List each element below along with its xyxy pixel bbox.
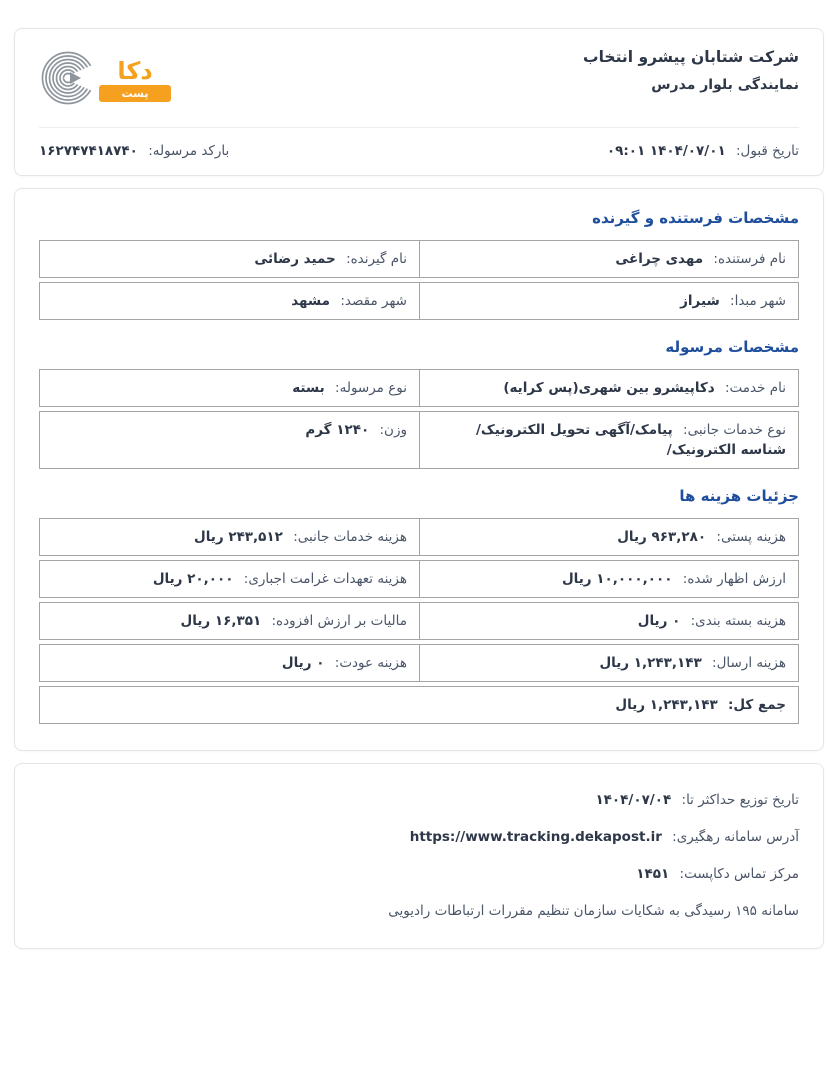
field-label: شهر مبدا:: [730, 293, 786, 309]
field-mandatory-indemnity-cost: [40, 561, 419, 597]
table-row: [39, 560, 799, 598]
field-value: ۱۶,۳۵۱ ریال: [180, 613, 262, 629]
field-label: وزن:: [379, 422, 407, 438]
field-total: [40, 687, 798, 723]
field-packing-cost: [419, 603, 798, 639]
costs-table: [39, 518, 799, 724]
barcode-value: ۱۶۲۷۴۷۴۱۸۷۴۰: [39, 143, 138, 159]
field-value: ۹۶۳,۲۸۰ ریال: [617, 529, 707, 545]
field-vat: [40, 603, 419, 639]
table-row: [39, 518, 799, 556]
header-card: [14, 28, 824, 176]
field-label: هزینه عودت:: [334, 655, 407, 671]
field-shipping-cost: [419, 645, 798, 681]
tracking-url: https://www.tracking.dekapost.ir: [409, 829, 662, 845]
footer-line-complaints-notice: [39, 901, 799, 921]
field-label: نوع مرسوله:: [335, 380, 407, 396]
field-parcel-type: [40, 370, 419, 406]
field-value: شیراز: [680, 293, 720, 309]
complaints-notice-text: سامانه ۱۹۵ رسیدگی به شکایات سازمان تنظیم مقررات ارتباطات رادیویی: [388, 903, 799, 919]
field-declared-value: [419, 561, 798, 597]
field-value: ۱,۲۴۳,۱۴۳ ریال: [599, 655, 702, 671]
field-side-services-cost: [40, 519, 419, 555]
field-value: ۱۲۴۰ گرم: [305, 422, 370, 438]
accept-date-label: تاریخ قبول:: [735, 143, 799, 159]
section-title-parcel: مشخصات مرسوله: [665, 338, 799, 356]
accept-date-value: ۱۴۰۴/۰۷/۰۱ ۰۹:۰۱: [606, 143, 726, 159]
field-label: هزینه تعهدات غرامت اجباری:: [243, 571, 407, 587]
field-value: دکاپیشرو بین شهری(پس کرایه): [503, 380, 715, 396]
header-top-row: [39, 47, 799, 111]
field-label: هزینه خدمات جانبی:: [293, 529, 407, 545]
field-label: هزینه بسته بندی:: [690, 613, 786, 629]
field-value: ۲۴۳,۵۱۲ ریال: [194, 529, 283, 545]
table-row: [39, 411, 799, 469]
footer-label: آدرس سامانه رهگیری:: [672, 829, 799, 845]
branch-name: نمایندگی بلوار مدرس: [651, 77, 799, 94]
footer-value: ۱۴۵۱: [636, 866, 670, 882]
logo-word-deka: دکا: [117, 56, 153, 85]
table-row: [39, 602, 799, 640]
field-value: ۰ ریال: [281, 655, 325, 671]
field-label: نوع خدمات جانبی:: [683, 422, 786, 438]
field-value: ۰ ریال: [637, 613, 681, 629]
logo-spiral-icon: [39, 49, 97, 111]
field-weight: [40, 412, 419, 468]
table-row: [39, 240, 799, 278]
footer-line-distribution-date: [39, 790, 799, 810]
sender-receiver-table: [39, 240, 799, 320]
table-row: [39, 282, 799, 320]
field-sender-name: [419, 241, 798, 277]
field-service-name: [419, 370, 798, 406]
footer-label: تاریخ توزیع حداکثر تا:: [681, 792, 799, 808]
parcel-table: [39, 369, 799, 469]
accept-date: [607, 143, 799, 159]
field-value: ۱۰,۰۰۰,۰۰۰ ریال: [561, 571, 673, 587]
field-value: ۲۰,۰۰۰ ریال: [152, 571, 234, 587]
field-value: مهدی چراغی: [615, 251, 704, 267]
logo-wordmark: [99, 56, 171, 102]
footer-line-call-center: [39, 864, 799, 884]
footer-card: [14, 763, 824, 949]
header-bottom-row: [39, 128, 799, 159]
field-label: شهر مقصد:: [340, 293, 407, 309]
dekapost-logo: [39, 49, 171, 111]
field-origin-city: [419, 283, 798, 319]
field-label: نام خدمت:: [725, 380, 786, 396]
field-receiver-name: [40, 241, 419, 277]
footer-value: ۱۴۰۴/۰۷/۰۴: [595, 792, 672, 808]
field-label: هزینه پستی:: [716, 529, 786, 545]
field-value: ۱,۲۴۳,۱۴۳ ریال: [615, 697, 718, 713]
section-title-costs: جزئیات هزینه ها: [679, 487, 799, 505]
field-side-services: [419, 412, 798, 468]
field-destination-city: [40, 283, 419, 319]
table-row-total: [39, 686, 799, 724]
barcode-label: بارکد مرسوله:: [148, 143, 230, 159]
field-value: پیامک/آگهی تحویل الکترونیک/شناسه الکترونیک/: [475, 422, 786, 458]
company-block: [583, 47, 799, 93]
field-label: نام فرستنده:: [713, 251, 786, 267]
table-row: [39, 369, 799, 407]
table-row: [39, 644, 799, 682]
company-name: شرکت شتابان پیشرو انتخاب: [583, 48, 799, 66]
field-label: نام گیرنده:: [346, 251, 407, 267]
section-title-sender-receiver: مشخصات فرستنده و گیرنده: [592, 209, 799, 227]
field-return-cost: [40, 645, 419, 681]
field-label: جمع کل:: [727, 697, 786, 713]
field-postal-cost: [419, 519, 798, 555]
field-label: ارزش اظهار شده:: [682, 571, 786, 587]
field-label: هزینه ارسال:: [712, 655, 786, 671]
field-label: مالیات بر ارزش افزوده:: [271, 613, 407, 629]
logo-word-post: پست: [99, 85, 171, 102]
footer-label: مرکز تماس دکاپست:: [679, 866, 799, 882]
field-value: بسته: [292, 380, 325, 396]
field-value: حمید رضائی: [254, 251, 336, 267]
parcel-barcode: [39, 143, 229, 159]
details-card: [14, 188, 824, 751]
field-value: مشهد: [291, 293, 331, 309]
footer-line-tracking-url: [39, 827, 799, 847]
